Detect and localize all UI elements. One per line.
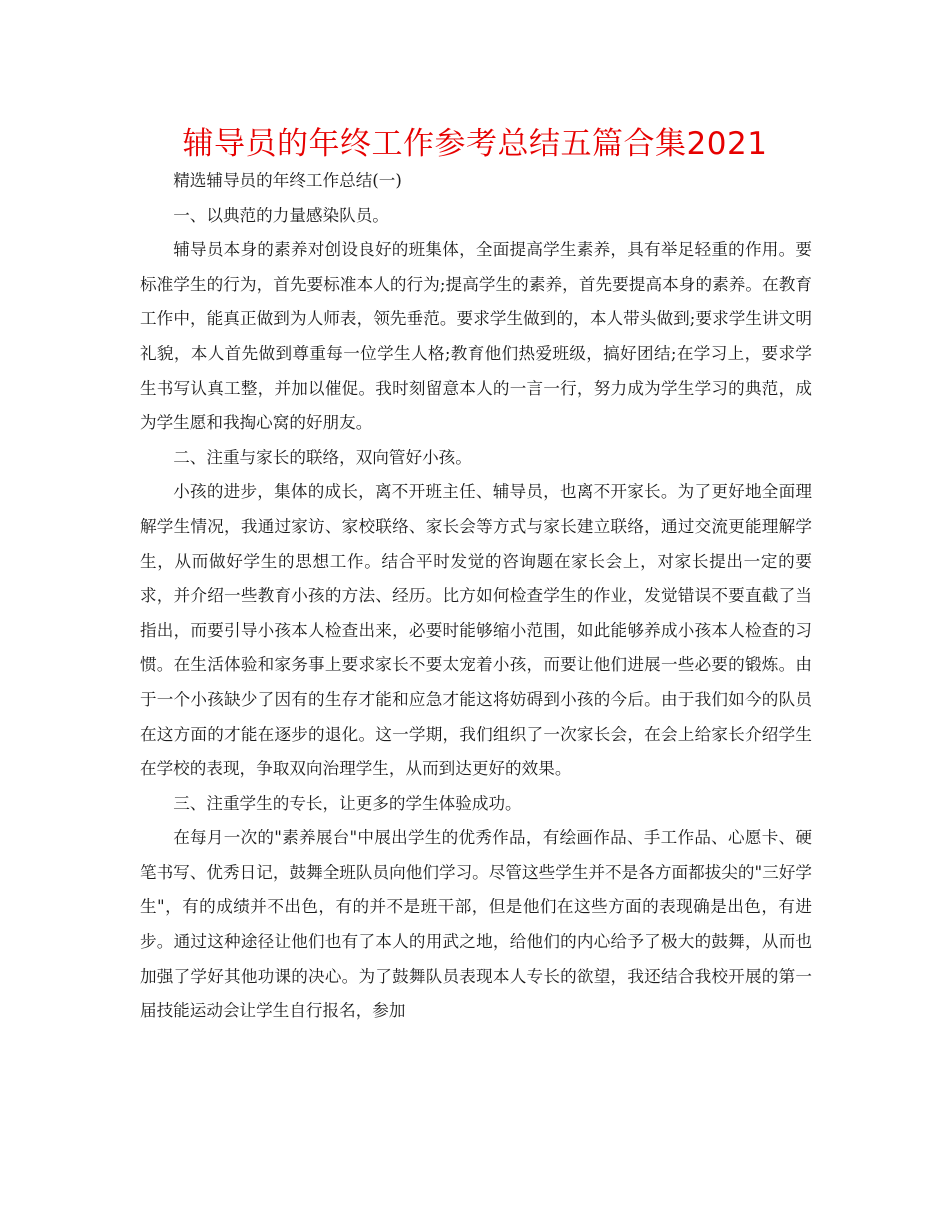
paragraph-2: 小孩的进步，集体的成长，离不开班主任、辅导员，也离不开家长。为了更好地全面理解学生情况，我通过家访、家校联络、家长会等方式与家长建立联络，通过交流更能理解学生，从而做好学生的思想工作。结合平时发觉的咨询题在家长会上，对家长提出一定的要求，并介绍一些教育小孩的方法、经历。比方如何检查学生的作业，发觉错误不要直截了当指出，而要引导小孩本人检查出来，必要时能够缩小范围，如此能够养成小孩本人检查的习惯。在生活体验和家务事上要求家长不要太宠着小孩，而要让他们进展一些必要的锻炼。由于一个小孩缺少了因有的生存才能和应急才能这将妨碍到小孩的今后。由于我们如今的队员在这方面的才能在逐步的退化。这一学期，我们组织了一次家长会，在会上给家长介绍学生在学校的表现，争取双向治理学生，从而到达更好的效果。 — [140, 482, 812, 779]
subheading-2: 二、注重与家长的联络，双向管好小孩。 — [173, 447, 472, 467]
section-heading-1: 精选辅导员的年终工作总结(一) — [173, 171, 402, 190]
document-title: 辅导员的年终工作参考总结五篇合集2021 — [182, 126, 768, 162]
subheading-3: 三、注重学生的专长，让更多的学生体验成功。 — [173, 793, 522, 813]
paragraph-1: 辅导员本身的素养对创设良好的班集体，全面提高学生素养，具有举足轻重的作用。要标准学生的行为，首先要标准本人的行为;提高学生的素养，首先要提高本身的素养。在教育工作中，能真正做到为人师表，领先垂范。要求学生做到的，本人带头做到;要求学生讲文明礼貌，本人首先做到尊重每一位学生人格;教育他们热爱班级，搞好团结;在学习上，要求学生书写认真工整，并加以催促。我时刻留意本人的一言一行，努力成为学生学习的典范，成为学生愿和我掏心窝的好朋友。 — [140, 240, 812, 433]
subheading-1: 一、以典范的力量感染队员。 — [173, 205, 389, 225]
paragraph-3: 在每月一次的"素养展台"中展出学生的优秀作品，有绘画作品、手工作品、心愿卡、硬笔书写、优秀日记，鼓舞全班队员向他们学习。尽管这些学生并不是各方面都拔尖的"三好学生"，有的成绩并不出色，有的并不是班干部，但是他们在这些方面的表现确是出色，有进步。通过这种途径让他们也有了本人的用武之地，给他们的内心给予了极大的鼓舞，从而也加强了学好其他功课的决心。为了鼓舞队员表现本人专长的欲望，我还结合我校开展的第一届技能运动会让学生自行报名，参加 — [140, 828, 812, 1021]
document-body — [140, 164, 812, 1029]
